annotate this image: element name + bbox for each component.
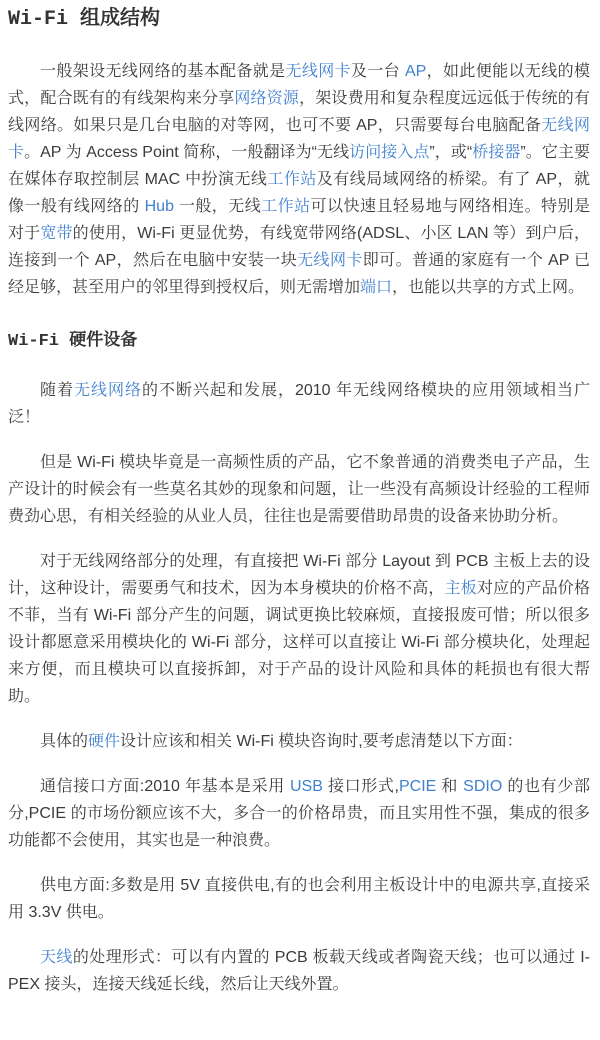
inline-link[interactable]: AP [404,63,427,80]
paragraph [8,449,590,530]
text-run: 。AP 为 Access Point 简称，一般翻译为“无线 [24,144,350,161]
text-run: 及有线局域网络的桥梁。有了 AP，就像一般有线网络的 [8,171,590,215]
paragraph [8,872,590,926]
text-run: 可以快速且轻易地与网络相连。特别是对于 [8,198,590,242]
inline-link[interactable]: 硬件 [88,733,121,750]
paragraph [8,728,590,755]
inline-link[interactable]: 主板 [444,580,477,597]
inline-link[interactable]: 无线网卡 [297,252,363,269]
inline-link[interactable]: 访问接入点 [349,144,430,161]
inline-link[interactable]: 桥接器 [472,144,521,161]
text-run: 即可。普通的家庭有一个 AP 已经足够，甚至用户的邻里得到授权后，则无需增加 [8,252,590,296]
text-run: 的处理形式：可以有内置的 PCB 板载天线或者陶瓷天线；也可以通过 I-PEX 接头，连接天线延长线，然后让天线外置。 [8,949,590,993]
text-run: 一般架设无线网络的基本配备就是 [40,63,286,80]
section [8,8,590,301]
paragraph [8,944,590,998]
inline-link[interactable]: SDIO [463,778,503,795]
text-run: 对应的产品价格不菲，当有 Wi-Fi 部分产生的问题，调试更换比较麻烦，直接报废可惜；所以很多设计都愿意采用模块化的 Wi-Fi 部分，这样可以直接让 Wi-Fi 部分模块化，处理起来方便，而且模块可以直接拆卸，对于产品的设计风险和具体的耗损也有很大帮助。 [8,580,590,705]
inline-link[interactable]: Hub [144,198,174,215]
text-run: ，如此便能以无线的模式，配合既有的有线架构来分享 [8,63,590,107]
text-run: 对于无线网络部分的处理，有直接把 Wi-Fi 部分 Layout 到 PCB 主板上去的设计，这种设计，需要勇气和技术，因为本身模块的价格不高， [8,553,590,597]
text-run: 的也有少部分,PCIE 的市场份额应该不大，多合一的价格昂贵，而且实用性不强，集成的很多功能都不会使用，其实也是一种浪费。 [8,778,590,849]
text-run: 及一台 [351,63,405,80]
text-run: ，也能以共享的方式上网。 [392,279,585,296]
paragraph [8,377,590,431]
inline-link[interactable]: USB [289,778,323,795]
text-run: 的使用，Wi-Fi 更显优势，有线宽带网络(ADSL、小区 LAN 等）到户后，连接到一个 AP，然后在电脑中安装一块 [8,225,590,269]
text-run: 设计应该和相关 Wi-Fi 模块咨询时,要考虑清楚以下方面： [120,733,523,750]
inline-link[interactable]: 宽带 [40,225,73,242]
paragraph [8,773,590,854]
inline-link[interactable]: 端口 [360,279,393,296]
text-run: 供电方面:多数是用 5V 直接供电,有的也会利用主板设计中的电源共享,直接采用 3.3V 供电。 [8,877,590,921]
text-run: 和 [436,778,464,795]
paragraph [8,548,590,710]
text-run: 随着 [40,382,74,399]
inline-link[interactable]: 无线网卡 [8,117,590,161]
section-heading: Wi-Fi 硬件设备 [8,332,138,351]
text-run: ”，或“ [429,144,473,161]
inline-link[interactable]: 无线网络 [74,382,142,399]
inline-link[interactable]: 天线 [40,949,73,966]
inline-link[interactable]: PCIE [399,778,437,795]
section [8,331,590,998]
page-title: Wi-Fi 组成结构 [8,8,161,31]
text-run: 通信接口方面:2010 年基本是采用 [40,778,290,795]
inline-link[interactable]: 工作站 [267,171,317,188]
paragraph [8,58,590,301]
text-run: 一般，无线 [173,198,262,215]
text-run: 接口形式, [322,778,399,795]
inline-link[interactable]: 无线网卡 [285,63,352,80]
text-run: 的不断兴起和发展，2010 年无线网络模块的应用领域相当广泛！ [8,382,590,426]
text-run: 但是 Wi-Fi 模块毕竟是一高频性质的产品，它不象普通的消费类电子产品，生产设计的时候会有一些莫名其妙的现象和问题，让一些没有高频设计经验的工程师费劲心思，有相关经验的从业人员，往往也是需要借助昂贵的设备来协助分析。 [8,454,590,525]
inline-link[interactable]: 网络资源 [234,90,300,107]
text-run: ，架设费用和复杂程度远远低于传统的有线网络。如果只是几台电脑的对等网，也可不要 AP，只需要每台电脑配备 [8,90,590,134]
text-run: ”。它主要在媒体存取控制层 MAC 中扮演无线 [8,144,590,188]
text-run: 具体的 [40,733,89,750]
inline-link[interactable]: 工作站 [261,198,311,215]
